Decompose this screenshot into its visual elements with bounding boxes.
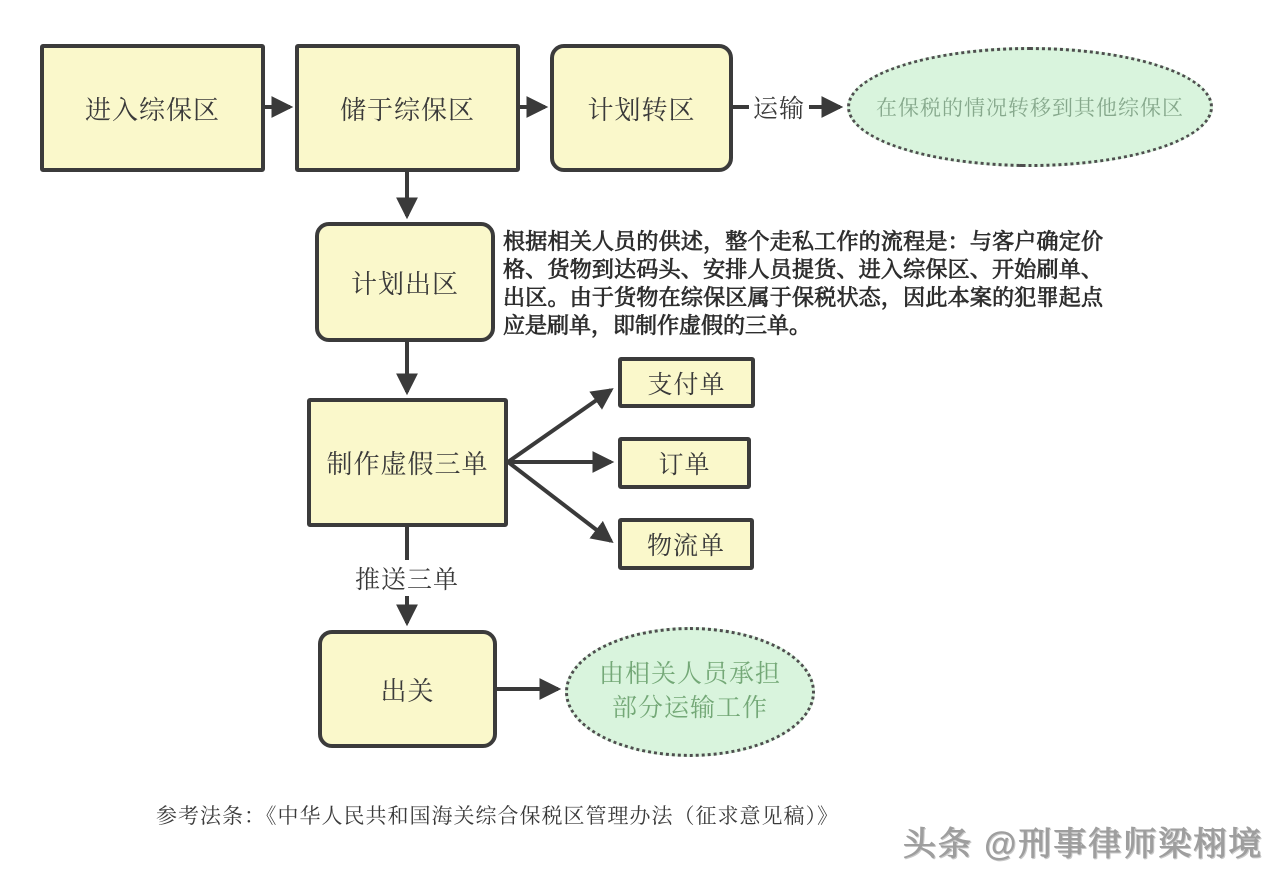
node-order-doc: 订单 bbox=[618, 437, 751, 489]
node-plan-transfer: 计划转区 bbox=[550, 44, 733, 172]
node-plan-exit: 计划出区 bbox=[315, 222, 495, 342]
edge-label-push-docs: 推送三单 bbox=[351, 560, 463, 596]
annotation-text: 根据相关人员的供述，整个走私工作的流程是：与客户确定价格、货物到达码头、安排人员提货、进入综保区、开始刷单、出区。由于货物在综保区属于保税状态，因此本案的犯罪起点应是刷单，即制作虚假的三单。 bbox=[503, 229, 1103, 338]
arrow-make-fake-to-payment bbox=[508, 390, 611, 462]
ellipse-transport-result bbox=[565, 627, 815, 757]
node-payment-doc: 支付单 bbox=[618, 357, 755, 408]
transport-result-line1: 由相关人员承担 bbox=[598, 660, 781, 689]
node-store-zone: 储于综保区 bbox=[295, 44, 520, 172]
node-customs-exit: 出关 bbox=[318, 630, 497, 748]
node-logistics-doc: 物流单 bbox=[618, 518, 754, 570]
node-make-fake-docs: 制作虚假三单 bbox=[307, 398, 508, 527]
transport-result-line2: 部分运输工作 bbox=[611, 694, 768, 722]
watermark-text: 头条 @刑事律师梁栩境 bbox=[903, 825, 1264, 862]
arrow-make-fake-to-logistics bbox=[508, 462, 611, 541]
legal-reference-text: 参考法条：《中华人民共和国海关综合保税区管理办法（征求意见稿）》 bbox=[156, 805, 839, 828]
node-enter-zone: 进入综保区 bbox=[40, 44, 265, 172]
ellipse-transfer-result: 在保税的情况转移到其他综保区 bbox=[847, 47, 1213, 167]
edge-label-transport: 运输 bbox=[749, 89, 809, 125]
